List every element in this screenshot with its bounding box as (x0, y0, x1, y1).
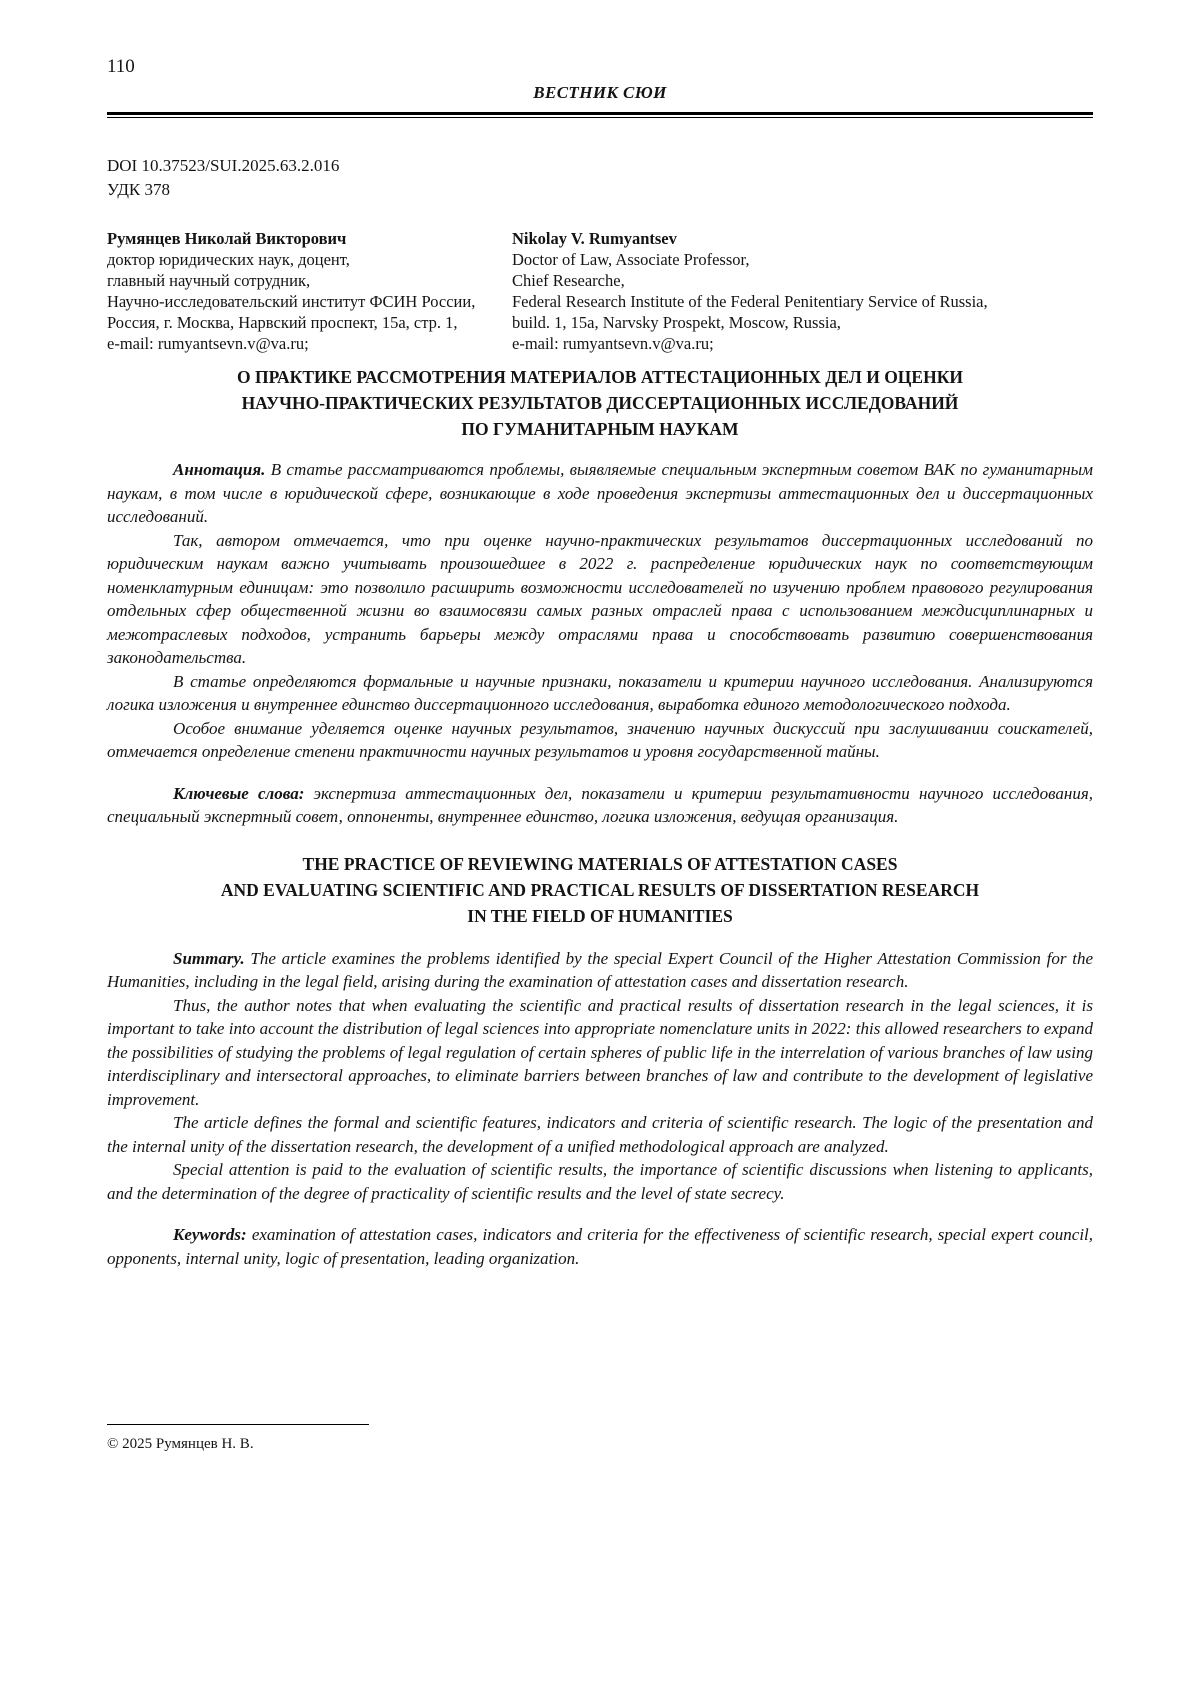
header-divider (107, 112, 1093, 118)
abstract-paragraph: В статье определяются формальные и научные признаки, показатели и критерии научного исследования. Анализируются логика изложения и внутреннее единство диссертационного исследования, выработка единого методологического подхода. (107, 671, 1093, 714)
keywords-ru-text: экспертиза аттестационных дел, показатели и критерии результативности научного исследования, специальный экспертный совет, оппоненты, внутреннее единство, логика изложения, ведущая организация. (107, 783, 1094, 826)
author-affiliation-line: Federal Research Institute of the Federal Penitentiary Service of Russia, (512, 292, 988, 311)
doi-line: DOI 10.37523/SUI.2025.63.2.016 (107, 156, 340, 175)
keywords-ru (107, 782, 1093, 829)
summary-paragraph: Thus, the author notes that when evaluating the scientific and practical results of dissertation research in the legal sciences, it is important to take into account the distribution of legal sciences into appropriate nomenclature units in 2022: this allowed researchers to expand the possibilities of studying the problems of legal regulation of certain spheres of public life in the interrelation of various branches of law using interdisciplinary and intersectoral approaches, to eliminate barriers between branches of law and contribute to the development of legislative improvement. (107, 995, 1093, 1109)
author-affiliation-line: Научно-исследовательский институт ФСИН России, (107, 292, 476, 311)
article-title-ru (107, 364, 1093, 442)
page-number: 110 (107, 56, 135, 77)
keywords-ru-label: Ключевые слова: (173, 783, 305, 803)
author-block-ru (107, 228, 512, 354)
title-line: НАУЧНО-ПРАКТИЧЕСКИХ РЕЗУЛЬТАТОВ ДИССЕРТАЦИОННЫХ ИССЛЕДОВАНИЙ (241, 393, 959, 413)
summary-paragraph (107, 947, 1093, 994)
abstract-label: Аннотация. (173, 460, 266, 479)
abstract-text: В статье рассматриваются проблемы, выявляемые специальным экспертным советом ВАК по гуманитарным наукам, в том числе в юридической сфере, возникающие в ходе проведения экспертизы аттестационных дел и диссертационных исследований. (107, 460, 1094, 526)
title-line: IN THE FIELD OF HUMANITIES (467, 905, 733, 926)
author-affiliation-line: Doctor of Law, Associate Professor, (512, 250, 750, 269)
summary-en (107, 947, 1093, 1206)
keywords-en-text: examination of attestation cases, indicators and criteria for the effectiveness of scientific research, special expert council, opponents, internal unity, logic of presentation, leading organization. (107, 1225, 1094, 1268)
authors-block (107, 228, 1093, 354)
summary-label: Summary. (173, 948, 245, 968)
author-affiliation-line: Chief Researche, (512, 271, 625, 290)
article-title-en (107, 851, 1093, 929)
title-line: ПО ГУМАНИТАРНЫМ НАУКАМ (461, 419, 739, 439)
author-email-ru: e-mail: rumyantsevn.v@va.ru; (107, 334, 309, 353)
author-affiliation-line: Россия, г. Москва, Нарвский проспект, 15а, стр. 1, (107, 313, 458, 332)
summary-text: The article examines the problems identified by the special Expert Council of the Higher Attestation Commission for the Humanities, including in the legal field, arising during the examination of attestation cases and dissertation research. (107, 948, 1094, 991)
author-block-en (512, 228, 1093, 354)
author-name-ru: Румянцев Николай Викторович (107, 229, 347, 248)
title-line: THE PRACTICE OF REVIEWING MATERIALS OF ATTESTATION CASES (302, 853, 898, 874)
author-email-en: e-mail: rumyantsevn.v@va.ru; (512, 334, 714, 353)
keywords-en (107, 1223, 1093, 1270)
udk-line: УДК 378 (107, 180, 171, 199)
abstract-paragraph (107, 458, 1093, 529)
abstract-ru (107, 458, 1093, 764)
copyright-line: © 2025 Румянцев Н. В. (107, 1436, 254, 1452)
journal-title: ВЕСТНИК СЮИ (533, 83, 667, 102)
author-affiliation-line: build. 1, 15a, Narvsky Prospekt, Moscow, Russia, (512, 313, 841, 332)
summary-paragraph: The article defines the formal and scientific features, indicators and criteria of scientific research. The logic of the presentation and the internal unity of the dissertation research, the development of a unified methodological approach are analyzed. (107, 1113, 1093, 1156)
title-line: О ПРАКТИКЕ РАССМОТРЕНИЯ МАТЕРИАЛОВ АТТЕСТАЦИОННЫХ ДЕЛ И ОЦЕНКИ (236, 367, 964, 387)
footnote-divider (107, 1424, 369, 1425)
abstract-paragraph: Особое внимание уделяется оценке научных результатов, значению научных дискуссий при заслушивании соискателей, отмечается определение степени практичности научных результатов и уровня государственной тайны. (107, 718, 1093, 761)
abstract-paragraph: Так, автором отмечается, что при оценке научно-практических результатов диссертационных исследований по юридическим наукам важно учитывать произошедшее в 2022 г. распределение юридических наук по соответствующим номенклатурным единицам: это позволило расширить возможности исследователей по изучению проблем правового регулирования отдельных сфер общественной жизни во взаимосвязи самых разных отраслей права с использованием междисциплинарных и межотраслевых подходов, устранить барьеры между отраслями права и способствовать развитию совершенствования законодательства. (107, 530, 1093, 667)
summary-paragraph: Special attention is paid to the evaluation of scientific results, the importance of scientific discussions when listening to applicants, and the determination of the degree of practicality of scientific results and the level of state secrecy. (107, 1160, 1093, 1203)
article-meta (107, 154, 1093, 202)
page-header (107, 56, 1093, 118)
title-line: AND EVALUATING SCIENTIFIC AND PRACTICAL RESULTS OF DISSERTATION RESEARCH (220, 879, 980, 900)
author-name-en: Nikolay V. Rumyantsev (512, 229, 677, 248)
keywords-en-label: Keywords: (173, 1225, 247, 1244)
page-footer (107, 1424, 507, 1454)
author-affiliation-line: главный научный сотрудник, (107, 271, 311, 290)
author-affiliation-line: доктор юридических наук, доцент, (107, 250, 350, 269)
